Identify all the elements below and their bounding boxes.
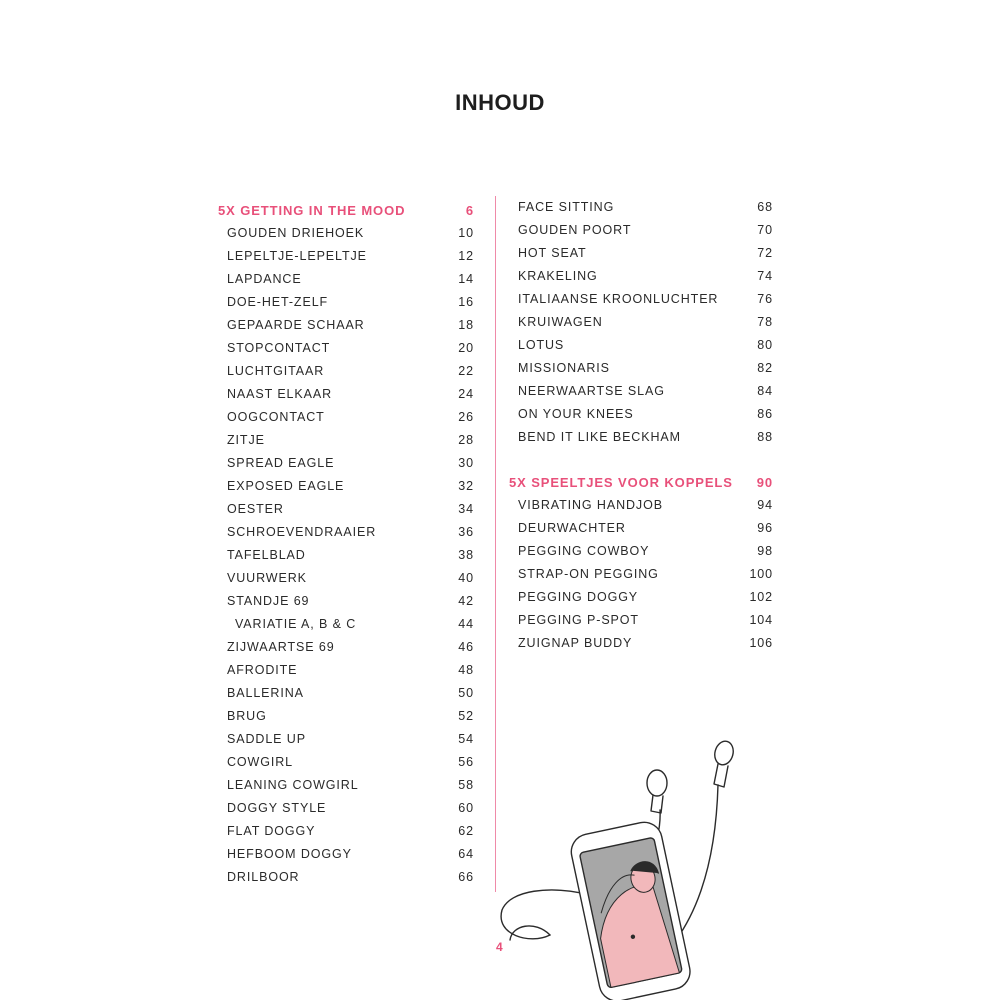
phone-earbuds-illustration [490, 735, 740, 1000]
toc-entry[interactable] [509, 219, 773, 242]
toc-entry-page: 78 [757, 315, 773, 329]
toc-entry[interactable] [218, 866, 474, 889]
toc-entry[interactable] [218, 498, 474, 521]
toc-entry[interactable] [218, 590, 474, 613]
toc-entry-page: 66 [458, 870, 474, 884]
toc-entry[interactable] [218, 245, 474, 268]
toc-entry-label: SPREAD EAGLE [227, 456, 335, 470]
toc-entry[interactable] [218, 797, 474, 820]
toc-entry-page: 24 [458, 387, 474, 401]
toc-entry[interactable] [218, 728, 474, 751]
toc-right-column [509, 196, 773, 655]
toc-entry-label: OESTER [227, 502, 284, 516]
toc-entry-label: FACE SITTING [518, 200, 615, 214]
toc-entry[interactable] [218, 337, 474, 360]
toc-entry[interactable] [509, 311, 773, 334]
toc-entry[interactable] [509, 494, 773, 517]
page-number: 4 [496, 940, 503, 954]
toc-entry-label: HOT SEAT [518, 246, 587, 260]
toc-entry-page: 40 [458, 571, 474, 585]
toc-entry-label: BEND IT LIKE BECKHAM [518, 430, 681, 444]
toc-entry-page: 14 [458, 272, 474, 286]
toc-entry-page: 52 [458, 709, 474, 723]
toc-entry[interactable] [509, 380, 773, 403]
toc-entry-label: ZUIGNAP BUDDY [518, 636, 633, 650]
toc-entry-label: PEGGING P-SPOT [518, 613, 639, 627]
toc-entry[interactable] [218, 429, 474, 452]
toc-entry[interactable] [509, 196, 773, 219]
toc-entry-label: STOPCONTACT [227, 341, 331, 355]
toc-entry-label: GOUDEN POORT [518, 223, 632, 237]
toc-entry-label: LEPELTJE-LEPELTJE [227, 249, 367, 263]
toc-entry[interactable] [218, 383, 474, 406]
toc-entry[interactable] [509, 403, 773, 426]
toc-entry-label: ON YOUR KNEES [518, 407, 634, 421]
toc-entry-page: 96 [757, 521, 773, 535]
toc-entry[interactable] [218, 222, 474, 245]
toc-entry-label: GEPAARDE SCHAAR [227, 318, 365, 332]
toc-entry-label: ZITJE [227, 433, 265, 447]
toc-entry-label: DOGGY STYLE [227, 801, 327, 815]
toc-entry-label: ZIJWAARTSE 69 [227, 640, 335, 654]
toc-entry[interactable] [218, 820, 474, 843]
toc-entry-page: 30 [458, 456, 474, 470]
toc-entry[interactable] [218, 636, 474, 659]
toc-entry-label: AFRODITE [227, 663, 298, 677]
toc-entry-page: 84 [757, 384, 773, 398]
toc-entry-label: NAAST ELKAAR [227, 387, 333, 401]
toc-entry-page: 42 [458, 594, 474, 608]
section-heading[interactable] [218, 199, 474, 222]
toc-entry-page: 44 [458, 617, 474, 631]
toc-entry[interactable] [509, 265, 773, 288]
toc-entry-label: KRAKELING [518, 269, 598, 283]
toc-entry-page: 68 [757, 200, 773, 214]
toc-entry-page: 10 [458, 226, 474, 240]
toc-entry-page: 74 [757, 269, 773, 283]
toc-entry[interactable] [509, 540, 773, 563]
toc-entry[interactable] [218, 268, 474, 291]
toc-entry-page: 26 [458, 410, 474, 424]
page-title: INHOUD [455, 90, 545, 115]
toc-entry-page: 76 [757, 292, 773, 306]
section-heading[interactable] [509, 471, 773, 494]
toc-entry-page: 18 [458, 318, 474, 332]
toc-entry-page: 64 [458, 847, 474, 861]
toc-entry[interactable] [218, 774, 474, 797]
toc-entry-page: 72 [757, 246, 773, 260]
toc-entry[interactable] [218, 682, 474, 705]
toc-entry-page: 32 [458, 479, 474, 493]
toc-entry-label: MISSIONARIS [518, 361, 610, 375]
toc-entry-page: 16 [458, 295, 474, 309]
toc-entry-page: 86 [757, 407, 773, 421]
toc-entry[interactable] [218, 291, 474, 314]
toc-entry-page: 100 [749, 567, 773, 581]
section-heading-label: 5X GETTING IN THE MOOD [218, 203, 406, 218]
toc-entry-label: DRILBOOR [227, 870, 300, 884]
toc-left-column [218, 199, 474, 889]
toc-entry-page: 70 [757, 223, 773, 237]
toc-entry[interactable] [218, 360, 474, 383]
section-heading-label: 5X SPEELTJES VOOR KOPPELS [509, 475, 733, 490]
toc-entry-page: 62 [458, 824, 474, 838]
toc-entry-label: FLAT DOGGY [227, 824, 316, 838]
section-gap [509, 449, 773, 471]
toc-entry[interactable] [218, 544, 474, 567]
toc-entry-page: 60 [458, 801, 474, 815]
toc-entry-page: 80 [757, 338, 773, 352]
toc-entry[interactable] [509, 357, 773, 380]
toc-entry-label: LUCHTGITAAR [227, 364, 325, 378]
toc-entry[interactable] [509, 609, 773, 632]
toc-entry[interactable] [509, 586, 773, 609]
toc-entry[interactable] [509, 242, 773, 265]
toc-entry-page: 58 [458, 778, 474, 792]
toc-entry[interactable] [509, 426, 773, 449]
toc-entry[interactable] [218, 452, 474, 475]
toc-entry-label: BRUG [227, 709, 267, 723]
toc-entry-label: DOE-HET-ZELF [227, 295, 329, 309]
toc-entry[interactable] [218, 521, 474, 544]
toc-entry-page: 98 [757, 544, 773, 558]
toc-entry-label: VUURWERK [227, 571, 307, 585]
toc-entry[interactable] [218, 843, 474, 866]
toc-entry[interactable] [509, 288, 773, 311]
toc-entry-page: 36 [458, 525, 474, 539]
toc-entry-label: GOUDEN DRIEHOEK [227, 226, 365, 240]
toc-subentry[interactable] [218, 613, 474, 636]
toc-entry-label: STRAP-ON PEGGING [518, 567, 659, 581]
toc-entry[interactable] [218, 567, 474, 590]
toc-entry[interactable] [509, 632, 773, 655]
toc-entry-page: 46 [458, 640, 474, 654]
toc-entry-label: COWGIRL [227, 755, 294, 769]
toc-entry-label: KRUIWAGEN [518, 315, 603, 329]
toc-entry-page: 20 [458, 341, 474, 355]
toc-entry-page: 50 [458, 686, 474, 700]
toc-entry-page: 94 [757, 498, 773, 512]
toc-entry-label: LEANING COWGIRL [227, 778, 359, 792]
toc-entry-page: 104 [749, 613, 773, 627]
toc-entry-label: TAFELBLAD [227, 548, 306, 562]
section-heading-page: 90 [756, 475, 773, 490]
toc-entry-page: 34 [458, 502, 474, 516]
toc-entry-label: BALLERINA [227, 686, 304, 700]
toc-entry[interactable] [218, 659, 474, 682]
toc-entry-label: DEURWACHTER [518, 521, 626, 535]
toc-entry-label: PEGGING DOGGY [518, 590, 639, 604]
toc-entry-page: 38 [458, 548, 474, 562]
toc-entry-label: SCHROEVENDRAAIER [227, 525, 377, 539]
toc-entry-page: 82 [757, 361, 773, 375]
toc-entry-label: LOTUS [518, 338, 565, 352]
toc-entry[interactable] [509, 563, 773, 586]
toc-entry-label: LAPDANCE [227, 272, 302, 286]
toc-entry-page: 48 [458, 663, 474, 677]
toc-entry[interactable] [218, 705, 474, 728]
toc-entry-label: NEERWAARTSE SLAG [518, 384, 665, 398]
toc-entry[interactable] [509, 334, 773, 357]
toc-entry[interactable] [218, 406, 474, 429]
toc-entry-page: 102 [749, 590, 773, 604]
toc-entry-label: PEGGING COWBOY [518, 544, 650, 558]
section-heading-page: 6 [465, 203, 474, 218]
toc-entry-label: ITALIAANSE KROONLUCHTER [518, 292, 719, 306]
toc-entry[interactable] [218, 475, 474, 498]
toc-entry-label: VARIATIE A, B & C [235, 617, 357, 631]
toc-entry-label: OOGCONTACT [227, 410, 325, 424]
toc-entry-page: 28 [458, 433, 474, 447]
toc-entry-page: 12 [458, 249, 474, 263]
toc-entry-label: VIBRATING HANDJOB [518, 498, 663, 512]
toc-entry[interactable] [218, 314, 474, 337]
toc-entry-label: HEFBOOM DOGGY [227, 847, 352, 861]
toc-entry-label: STANDJE 69 [227, 594, 310, 608]
toc-entry-label: EXPOSED EAGLE [227, 479, 345, 493]
toc-entry-page: 22 [458, 364, 474, 378]
toc-entry-page: 88 [757, 430, 773, 444]
toc-entry-label: SADDLE UP [227, 732, 306, 746]
toc-entry-page: 54 [458, 732, 474, 746]
toc-entry-page: 106 [749, 636, 773, 650]
toc-entry[interactable] [509, 517, 773, 540]
toc-entry[interactable] [218, 751, 474, 774]
toc-entry-page: 56 [458, 755, 474, 769]
